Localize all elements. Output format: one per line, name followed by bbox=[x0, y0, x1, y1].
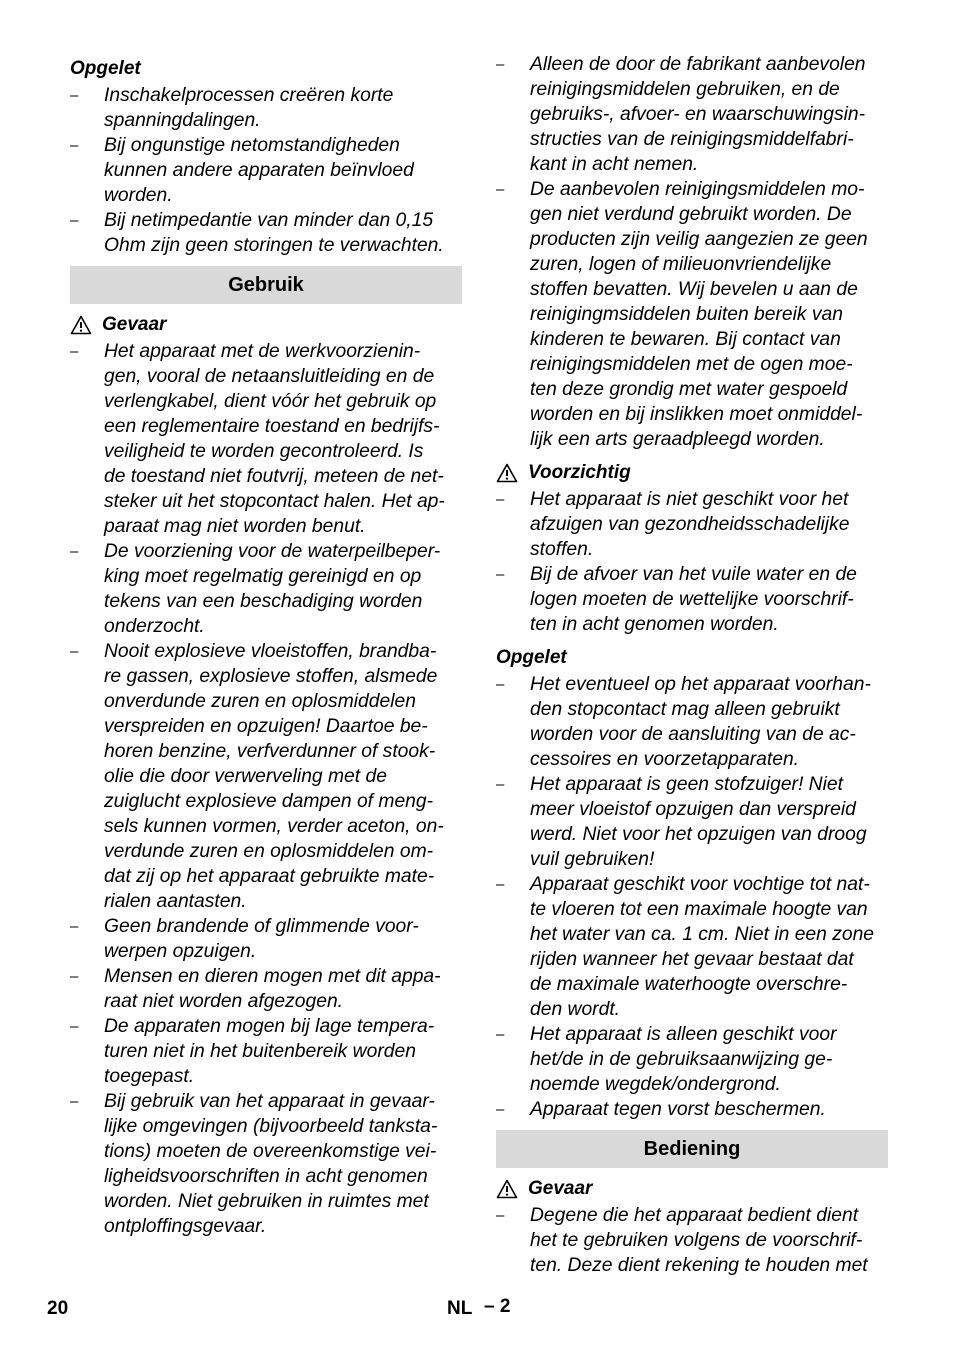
list-item bbox=[496, 672, 888, 772]
bullet-dash: – bbox=[70, 968, 79, 985]
language-code: NL bbox=[447, 1298, 473, 1319]
list-item bbox=[496, 1097, 888, 1122]
list-item-text: Apparaat geschikt voor vochtige tot nat- te vloeren tot een maximale hoogte van het water van ca. 1 cm. Niet in een zone rijden wanneer het gevaar bestaat dat de maximale waterhoogte overschre- den wordt. bbox=[530, 874, 875, 1020]
bullet-dash: – bbox=[70, 643, 79, 660]
list-item-text: Alleen de door de fabrikant aanbevolen reinigingsmiddelen gebruiken, en de gebruiks-, afvoer- en waarschuwingsin- structies van de reinigingsmiddelfabri- kant in acht nemen. bbox=[530, 54, 866, 175]
voorzichtig-list bbox=[496, 487, 888, 637]
list-item-text: Bij gebruik van het apparaat in gevaar- lijke omgevingen (bijvoorbeeld tanksta- tions) moeten de overeenkomstige vei- ligheidsvoorschriften in acht genomen worden. Niet gebruiken in ruimtes met ontploffingsgevaar. bbox=[104, 1091, 438, 1237]
bullet-dash: – bbox=[496, 776, 505, 793]
list-item bbox=[496, 1022, 888, 1097]
bullet-dash: – bbox=[70, 1093, 79, 1110]
list-item bbox=[496, 52, 888, 177]
gevaar-label: Gevaar bbox=[528, 1178, 593, 1199]
bullet-dash: – bbox=[496, 566, 505, 583]
section-page-number: – 2 bbox=[484, 1296, 511, 1317]
list-item bbox=[70, 208, 462, 258]
section-title-bediening: Bediening bbox=[496, 1130, 888, 1168]
right-column bbox=[496, 52, 888, 1278]
list-item-text: Inschakelprocessen creëren korte spanningdalingen. bbox=[104, 85, 394, 131]
list-item bbox=[70, 1014, 462, 1089]
gevaar-heading bbox=[70, 312, 462, 337]
list-item bbox=[70, 914, 462, 964]
bullet-dash: – bbox=[70, 343, 79, 360]
opgelet-heading: Opgelet bbox=[496, 647, 567, 668]
list-item-text: Het apparaat is alleen geschikt voor het/de in de gebruiksaanwijzing ge- noemde wegdek/ondergrond. bbox=[530, 1024, 837, 1095]
list-item-text: Het apparaat is geen stofzuiger! Niet meer vloeistof opzuigen dan verspreid werd. Niet voor het opzuigen van droog vuil gebruiken! bbox=[530, 774, 867, 870]
cleaning-agents-list bbox=[496, 52, 888, 452]
list-item bbox=[496, 872, 888, 1022]
bullet-dash: – bbox=[70, 1018, 79, 1035]
list-item-text: Degene die het apparaat bedient dient het te gebruiken volgens de voorschrif- ten. Deze dient rekening te houden met bbox=[530, 1205, 868, 1276]
list-item bbox=[70, 339, 462, 539]
list-item bbox=[70, 964, 462, 1014]
section-title-gebruik: Gebruik bbox=[70, 266, 462, 304]
list-item bbox=[496, 487, 888, 562]
list-item bbox=[70, 539, 462, 639]
bullet-dash: – bbox=[496, 1207, 505, 1224]
list-item bbox=[496, 1203, 888, 1278]
opgelet-list bbox=[496, 672, 888, 1122]
list-item-text: Het eventueel op het apparaat voorhan- den stopcontact mag alleen gebruikt worden voor de aansluiting van de ac- cessoires en voorzetapparaten. bbox=[530, 674, 871, 770]
left-column bbox=[70, 52, 462, 1239]
list-item bbox=[70, 133, 462, 208]
warning-triangle-icon bbox=[70, 315, 92, 335]
gevaar-label: Gevaar bbox=[102, 314, 167, 335]
list-item-text: De apparaten mogen bij lage tempera- turen niet in het buitenbereik worden toegepast. bbox=[104, 1016, 435, 1087]
opgelet-heading: Opgelet bbox=[70, 58, 141, 79]
list-item bbox=[70, 1089, 462, 1239]
list-item-text: De voorziening voor de waterpeilbeper- king moet regelmatig gereinigd en op tekens van een beschadiging worden onderzocht. bbox=[104, 541, 441, 637]
voorzichtig-heading bbox=[496, 460, 888, 485]
gevaar-heading bbox=[496, 1176, 888, 1201]
list-item-text: Het apparaat met de werkvoorzienin- gen, vooral de netaansluitleiding en de verlengkabel, dient vóór het gebruik op een reglementaire toestand en bedrijfs- veiligheid te worden gecontroleerd. Is de toestand niet foutvrij, meteen de net- steker uit het stopcontact halen. Het ap- paraat mag niet worden benut. bbox=[104, 341, 445, 537]
bullet-dash: – bbox=[70, 918, 79, 935]
warning-triangle-icon bbox=[496, 1179, 518, 1199]
bullet-dash: – bbox=[70, 212, 79, 229]
list-item-text: De aanbevolen reinigingsmiddelen mo- gen niet verdund gebruikt worden. De producten zijn veilig aangezien ze geen zuren, logen of milieuonvriendelijke stoffen bevatten. Wij bevelen u aan de reinigingmsiddelen buiten bereik van kinderen te bewaren. Bij contact van reinigingsmiddelen met de ogen moe- ten deze grondig met water gespoeld worden en bij inslikken moet onmiddel- lijk een arts geraadpleegd worden. bbox=[530, 179, 868, 450]
page-number: 20 bbox=[47, 1298, 69, 1319]
list-item-text: Apparaat tegen vorst beschermen. bbox=[530, 1099, 826, 1120]
list-item bbox=[70, 83, 462, 133]
list-item-text: Bij de afvoer van het vuile water en de logen moeten de wettelijke voorschrif- ten in acht genomen worden. bbox=[530, 564, 857, 635]
bullet-dash: – bbox=[70, 543, 79, 560]
bullet-dash: – bbox=[496, 1101, 505, 1118]
gevaar-list bbox=[70, 339, 462, 1239]
bullet-dash: – bbox=[496, 876, 505, 893]
list-item-text: Het apparaat is niet geschikt voor het afzuigen van gezondheidsschadelijke stoffen. bbox=[530, 489, 850, 560]
bullet-dash: – bbox=[496, 56, 505, 73]
gevaar-list bbox=[496, 1203, 888, 1278]
list-item bbox=[70, 639, 462, 914]
bullet-dash: – bbox=[496, 1026, 505, 1043]
list-item-text: Mensen en dieren mogen met dit appa- raat niet worden afgezogen. bbox=[104, 966, 441, 1012]
list-item-text: Bij ongunstige netomstandigheden kunnen andere apparaten beïnvloed worden. bbox=[104, 135, 414, 206]
list-item bbox=[496, 177, 888, 452]
bullet-dash: – bbox=[70, 87, 79, 104]
list-item bbox=[496, 562, 888, 637]
bullet-dash: – bbox=[496, 181, 505, 198]
list-item-text: Bij netimpedantie van minder dan 0,15 Ohm zijn geen storingen te verwachten. bbox=[104, 210, 444, 256]
list-item bbox=[496, 772, 888, 872]
voorzichtig-label: Voorzichtig bbox=[528, 462, 631, 483]
bullet-dash: – bbox=[496, 676, 505, 693]
opgelet-list bbox=[70, 83, 462, 258]
list-item-text: Geen brandende of glimmende voor- werpen opzuigen. bbox=[104, 916, 419, 962]
bullet-dash: – bbox=[496, 491, 505, 508]
list-item-text: Nooit explosieve vloeistoffen, brandba- re gassen, explosieve stoffen, alsmede onverdunde zuren en oplosmiddelen verspreiden en opzuigen! Daartoe be- horen benzine, verfverdunner of stook- olie die door verwerveling met de zuiglucht explosieve dampen of meng- sels kunnen vormen, verder aceton, on- verdunde zuren en oplosmiddelen om- dat zij op het apparaat gebruikte mate- rialen aantasten. bbox=[104, 641, 444, 912]
bullet-dash: – bbox=[70, 137, 79, 154]
warning-triangle-icon bbox=[496, 463, 518, 483]
